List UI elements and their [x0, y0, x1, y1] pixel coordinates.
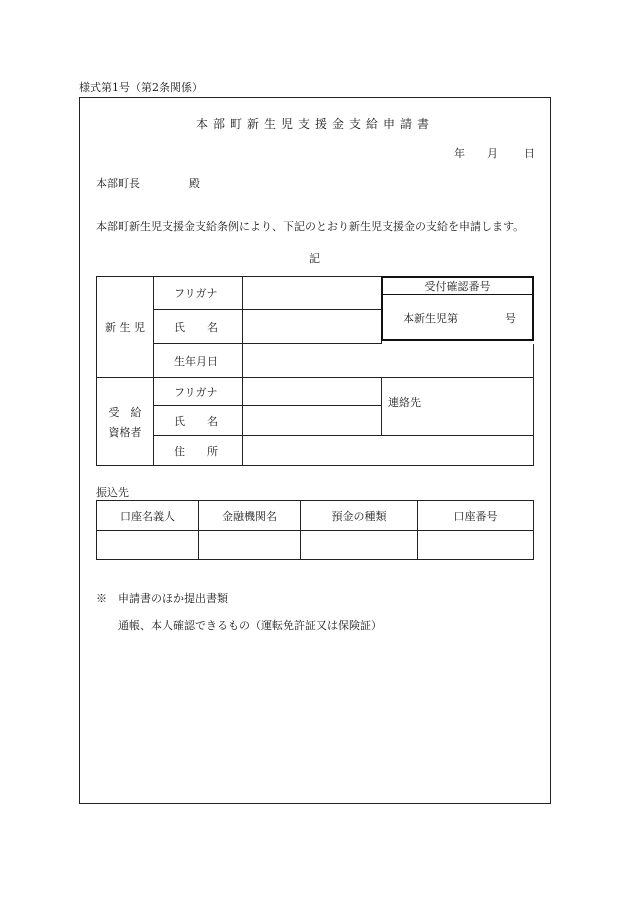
form-number: 様式第1号（第2条関係） [79, 81, 203, 94]
newborn-furigana-label: フリガナ [154, 277, 243, 310]
addressee: 本部町長 [96, 177, 140, 190]
receipt-confirmation-box [381, 276, 534, 341]
note-title: ※ 申請書のほか提出書類 [96, 592, 228, 605]
bank-header-deposit-type: 預金の種類 [301, 501, 418, 531]
ki-heading: 記 [309, 252, 320, 265]
recipient-name-label: 氏 名 [154, 406, 243, 436]
newborn-section-label: 新 生 児 [97, 277, 154, 378]
newborn-name-label: 氏 名 [154, 310, 243, 344]
recipient-furigana-field[interactable] [243, 378, 382, 406]
date-day-label: 日 [524, 147, 535, 160]
bank-table [96, 500, 534, 560]
receipt-number-suffix: 号 [505, 312, 516, 325]
recipient-name-field[interactable] [243, 406, 382, 436]
newborn-birthdate-label: 生年月日 [154, 344, 243, 378]
recipient-furigana-label: フリガナ [154, 378, 243, 406]
recipient-section-label [97, 378, 154, 466]
recipient-section-label-line1: 受 給 [108, 405, 142, 419]
recipient-contact-cell[interactable] [382, 378, 534, 436]
receipt-header: 受付確認番号 [383, 278, 532, 295]
bank-header-account-number: 口座番号 [418, 501, 534, 531]
recipient-address-label: 住 所 [154, 436, 243, 466]
newborn-birthdate-field[interactable] [243, 344, 534, 378]
receipt-number-prefix: 本新生児第 [403, 312, 458, 325]
date-month-label: 月 [487, 147, 498, 160]
bank-header-account-holder: 口座名義人 [97, 501, 199, 531]
newborn-furigana-field[interactable] [243, 277, 382, 310]
newborn-name-field[interactable] [243, 310, 382, 344]
recipient-section-label-line2: 資格者 [108, 425, 142, 439]
bank-institution-field[interactable] [199, 531, 301, 560]
bank-section-label: 振込先 [96, 486, 129, 499]
application-statement: 本部町新生児支援金支給条例により、下記のとおり新生児支援金の支給を申請します。 [96, 220, 525, 233]
recipient-address-field[interactable] [243, 436, 534, 466]
note-body: 通帳、本人確認できるもの（運転免許証又は保険証） [118, 619, 382, 632]
bank-deposit-type-field[interactable] [301, 531, 418, 560]
bank-account-number-field[interactable] [418, 531, 534, 560]
page-title: 本部町新生児支援金支給申請書 [195, 117, 434, 131]
date-year-label: 年 [454, 147, 465, 160]
recipient-contact-label: 連絡先 [388, 396, 421, 409]
bank-account-holder-field[interactable] [97, 531, 199, 560]
bank-header-institution: 金融機関名 [199, 501, 301, 531]
honorific: 殿 [189, 177, 200, 190]
